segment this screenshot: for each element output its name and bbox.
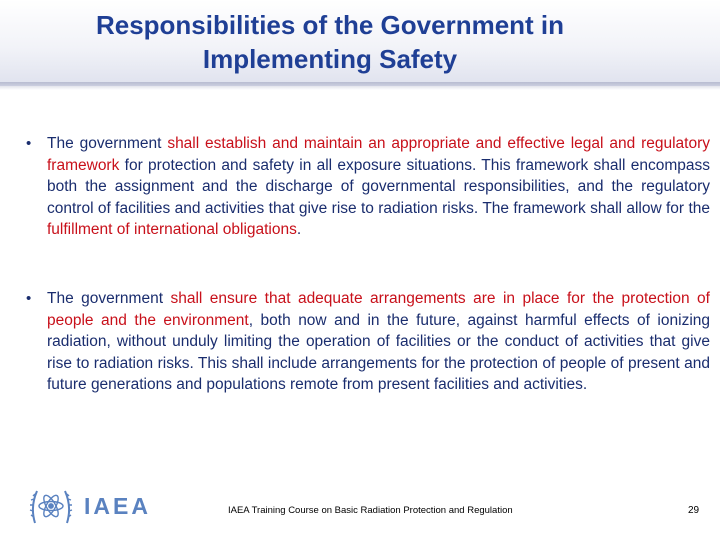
bullet-marker: • bbox=[26, 135, 32, 152]
title-line-1: Responsibilities of the Government in bbox=[95, 10, 565, 40]
iaea-logo bbox=[28, 481, 158, 531]
text-segment: for protection and safety in all exposure situations. This framework shall encompass both the assignment and the discharge of governmental responsibilities, and the regulatory control of facilities and activities that give rise to radiation risks. The framework shall allow for the bbox=[47, 156, 710, 217]
title-line-2: Implementing Safety bbox=[202, 44, 458, 74]
logo-text: IAEA bbox=[84, 493, 151, 519]
page-number: 29 bbox=[688, 505, 700, 516]
bullet-marker: • bbox=[26, 290, 32, 307]
text-segment: The government bbox=[47, 135, 168, 152]
bullet-text bbox=[47, 133, 710, 241]
highlighted-segment: shall establish and maintain an appropriate and effective legal and regulatory framework bbox=[47, 135, 710, 174]
bullet-point-2 bbox=[26, 288, 710, 396]
text-segment: The government bbox=[47, 290, 171, 307]
highlighted-segment: fulfillment of international obligations bbox=[47, 221, 297, 238]
header-shadow bbox=[0, 82, 720, 90]
bullet-point-1 bbox=[26, 133, 710, 241]
atom-emblem-icon bbox=[30, 491, 72, 523]
text-segment: , both now and in the future, against harmful effects of ionizing radiation, without unduly limiting the operation of facilities or the conduct of activities that give rise to radiation risks. This shall include arrangements for the protection of people of present and future generations and populations remote from present facilities and activities. bbox=[47, 311, 710, 393]
slide-title bbox=[30, 8, 630, 76]
footer-course-title: IAEA Training Course on Basic Radiation Protection and Regulation bbox=[228, 505, 513, 516]
text-segment: . bbox=[296, 221, 302, 238]
bullet-text bbox=[47, 288, 710, 396]
highlighted-segment: shall ensure that adequate arrangements are in place for the protection of people and the environment bbox=[47, 290, 710, 329]
